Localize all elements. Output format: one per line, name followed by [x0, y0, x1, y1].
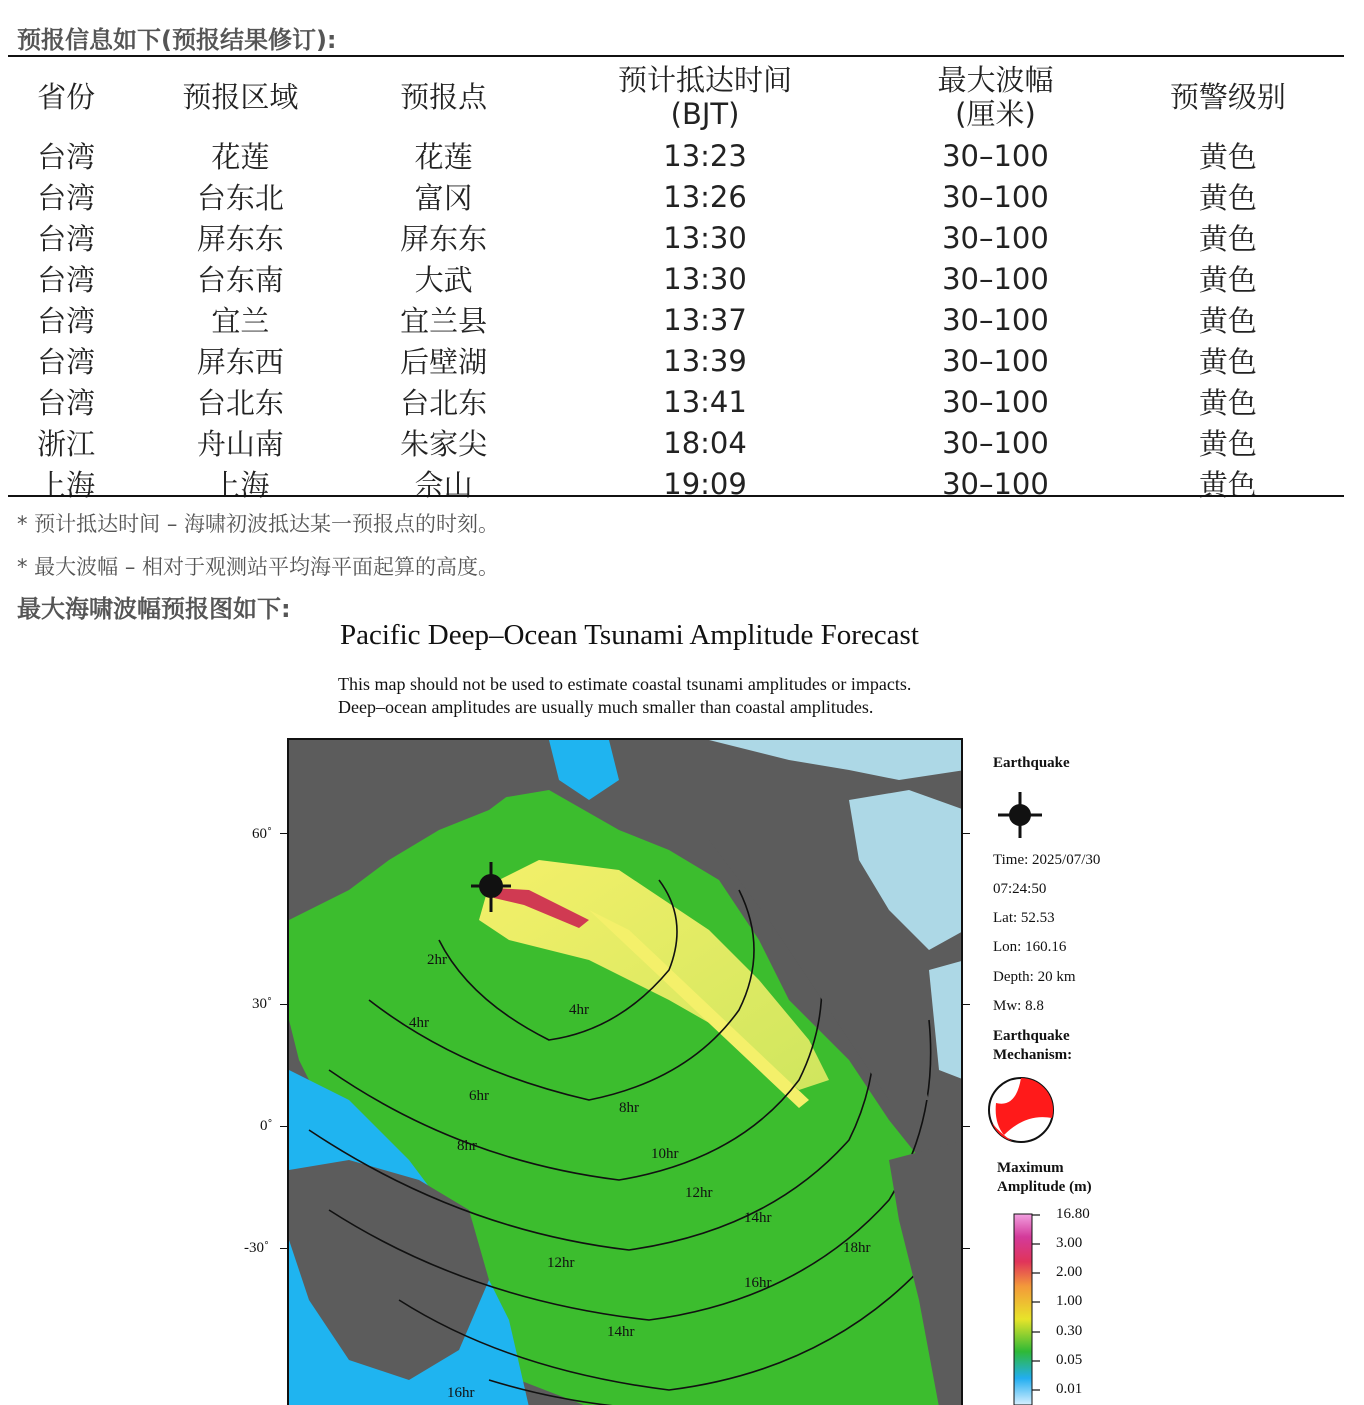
colorbar-label: 0.05: [1056, 1352, 1083, 1368]
header-arrival-line2: (BJT): [670, 97, 740, 131]
cell-region: 台北东: [196, 386, 284, 420]
cell-arrival: 18:04: [663, 425, 747, 460]
cell-point: 后壁湖: [400, 345, 488, 379]
legend-time-line1: Time: 2025/07/30: [993, 852, 1101, 868]
header-amplitude-line2: (厘米): [955, 97, 1036, 131]
contour-label: 12hr: [547, 1255, 575, 1271]
cell-point: 朱家尖: [400, 427, 488, 461]
colorbar-label: 16.80: [1056, 1206, 1090, 1222]
cell-province: 台湾: [37, 263, 96, 297]
cell-point: 佘山: [414, 468, 473, 502]
table-row: [8, 381, 1344, 422]
amplitude-note: * 最大波幅 – 相对于观测站平均海平面起算的高度。: [17, 555, 500, 579]
cell-region: 花莲: [211, 140, 270, 174]
cell-level: 黄色: [1198, 427, 1257, 461]
table-row: [8, 135, 1344, 176]
map-subtitle-line1: This map should not be used to estimate coastal tsunami amplitudes or impacts.: [338, 674, 912, 694]
cell-province: 台湾: [37, 345, 96, 379]
cell-amplitude: 30–100: [942, 220, 1049, 255]
cell-level: 黄色: [1198, 263, 1257, 297]
header-point: 预报点: [400, 80, 488, 114]
cell-level: 黄色: [1198, 304, 1257, 338]
cell-arrival: 13:39: [663, 343, 747, 378]
cell-province: 台湾: [37, 304, 96, 338]
north-blue-area: [549, 740, 619, 800]
contour-label: 8hr: [457, 1138, 477, 1154]
legend-amplitude-line2: Amplitude (m): [997, 1179, 1092, 1195]
header-amplitude: [879, 59, 1111, 135]
cell-arrival: 13:30: [663, 261, 747, 296]
cell-province: 台湾: [37, 222, 96, 256]
legend-amplitude-line1: Maximum: [997, 1160, 1064, 1176]
legend-mechanism-line2: Mechanism:: [993, 1047, 1073, 1063]
cell-region: 宜兰: [211, 304, 270, 338]
lat-label-60: 60˚: [252, 826, 272, 842]
contour-label: 14hr: [607, 1324, 635, 1340]
contour-label: 4hr: [409, 1015, 429, 1031]
cell-arrival: 13:30: [663, 220, 747, 255]
amplitude-colorbar: [1010, 1212, 1040, 1405]
header-region: 预报区域: [182, 80, 299, 114]
arctic-ice-area: [709, 740, 963, 780]
map-heading: 最大海啸波幅预报图如下:: [17, 595, 291, 623]
cell-amplitude: 30–100: [942, 466, 1049, 501]
arrival-time-note: * 预计抵达时间 – 海啸初波抵达某一预报点的时刻。: [17, 512, 500, 536]
header-province: 省份: [37, 80, 96, 114]
contour-label: 12hr: [685, 1185, 713, 1201]
contour-label: 14hr: [744, 1210, 772, 1226]
cell-point: 富冈: [414, 181, 473, 215]
cell-level: 黄色: [1198, 181, 1257, 215]
legend-time-line2: 07:24:50: [993, 881, 1047, 897]
table-top-rule: [8, 55, 1344, 57]
lat-tick: [962, 833, 970, 834]
legend-magnitude: Mw: 8.8: [993, 998, 1044, 1014]
cell-province: 上海: [37, 468, 96, 502]
cell-amplitude: 30–100: [942, 138, 1049, 173]
cell-province: 台湾: [37, 386, 96, 420]
colorbar-label: 0.01: [1056, 1381, 1083, 1397]
lat-label-30: 30˚: [252, 996, 272, 1012]
colorbar-label: 0.30: [1056, 1323, 1083, 1339]
header-level: 预警级别: [1169, 80, 1286, 114]
cell-level: 黄色: [1198, 345, 1257, 379]
contour-label: 6hr: [469, 1088, 489, 1104]
cell-region: 上海: [211, 468, 270, 502]
cell-province: 浙江: [37, 427, 96, 461]
atlantic-light: [929, 960, 963, 1080]
table-row: [8, 463, 1344, 504]
legend-earthquake-label: Earthquake: [993, 755, 1070, 771]
cell-level: 黄色: [1198, 222, 1257, 256]
tsunami-forecast-map: [287, 738, 963, 1405]
legend-lon: Lon: 160.16: [993, 939, 1067, 955]
lat-label-0: 0˚: [260, 1118, 273, 1134]
cell-province: 台湾: [37, 140, 96, 174]
forecast-info-heading: 预报信息如下(预报结果修订):: [17, 26, 337, 54]
lat-label-minus30: -30˚: [244, 1240, 269, 1256]
lat-tick: [962, 1004, 970, 1005]
legend-mechanism-line1: Earthquake: [993, 1028, 1070, 1044]
table-header-row: [8, 59, 1344, 135]
map-title: Pacific Deep–Ocean Tsunami Amplitude Forecast: [340, 619, 919, 651]
earthquake-symbol-icon: [996, 790, 1044, 840]
table-row: [8, 422, 1344, 463]
cell-arrival: 13:37: [663, 302, 747, 337]
cell-point: 台北东: [400, 386, 488, 420]
contour-label: 10hr: [651, 1146, 679, 1162]
cell-region: 屏东西: [196, 345, 284, 379]
contour-label: 8hr: [619, 1100, 639, 1116]
map-graphic: [289, 740, 963, 1405]
legend-depth: Depth: 20 km: [993, 969, 1076, 985]
cell-region: 台东南: [196, 263, 284, 297]
cell-arrival: 13:41: [663, 384, 747, 419]
contour-label: 4hr: [569, 1002, 589, 1018]
contour-label: 18hr: [843, 1240, 871, 1256]
contour-label: 2hr: [427, 952, 447, 968]
cell-amplitude: 30–100: [942, 261, 1049, 296]
cell-level: 黄色: [1198, 386, 1257, 420]
focal-mechanism-beachball-icon: [986, 1073, 1056, 1147]
map-subtitle-line2: Deep–ocean amplitudes are usually much smaller than coastal amplitudes.: [338, 697, 874, 717]
cell-amplitude: 30–100: [942, 343, 1049, 378]
colorbar-label: 1.00: [1056, 1293, 1083, 1309]
cell-point: 大武: [414, 263, 473, 297]
table-row: [8, 217, 1344, 258]
cell-point: 宜兰县: [400, 304, 488, 338]
forecast-table: [8, 59, 1344, 504]
cell-amplitude: 30–100: [942, 384, 1049, 419]
cell-amplitude: 30–100: [942, 179, 1049, 214]
table-row: [8, 340, 1344, 381]
contour-label: 16hr: [447, 1385, 475, 1401]
table-row: [8, 299, 1344, 340]
header-arrival: [531, 59, 880, 135]
cell-point: 花莲: [414, 140, 473, 174]
cell-amplitude: 30–100: [942, 425, 1049, 460]
lat-tick: [962, 1126, 970, 1127]
colorbar-label: 3.00: [1056, 1235, 1083, 1251]
header-amplitude-line1: 最大波幅: [937, 63, 1054, 97]
cell-arrival: 19:09: [663, 466, 747, 501]
cell-region: 台东北: [196, 181, 284, 215]
cell-region: 屏东东: [196, 222, 284, 256]
header-arrival-line1: 预计抵达时间: [618, 63, 793, 97]
table-row: [8, 176, 1344, 217]
lat-tick: [962, 1248, 970, 1249]
table-bottom-rule: [8, 495, 1344, 497]
legend-lat: Lat: 52.53: [993, 910, 1055, 926]
cell-province: 台湾: [37, 181, 96, 215]
cell-level: 黄色: [1198, 140, 1257, 174]
contour-label: 16hr: [744, 1275, 772, 1291]
colorbar-label: 2.00: [1056, 1264, 1083, 1280]
cell-level: 黄色: [1198, 468, 1257, 502]
cell-amplitude: 30–100: [942, 302, 1049, 337]
cell-point: 屏东东: [400, 222, 488, 256]
cell-arrival: 13:26: [663, 179, 747, 214]
cell-region: 舟山南: [196, 427, 284, 461]
table-row: [8, 258, 1344, 299]
cell-arrival: 13:23: [663, 138, 747, 173]
